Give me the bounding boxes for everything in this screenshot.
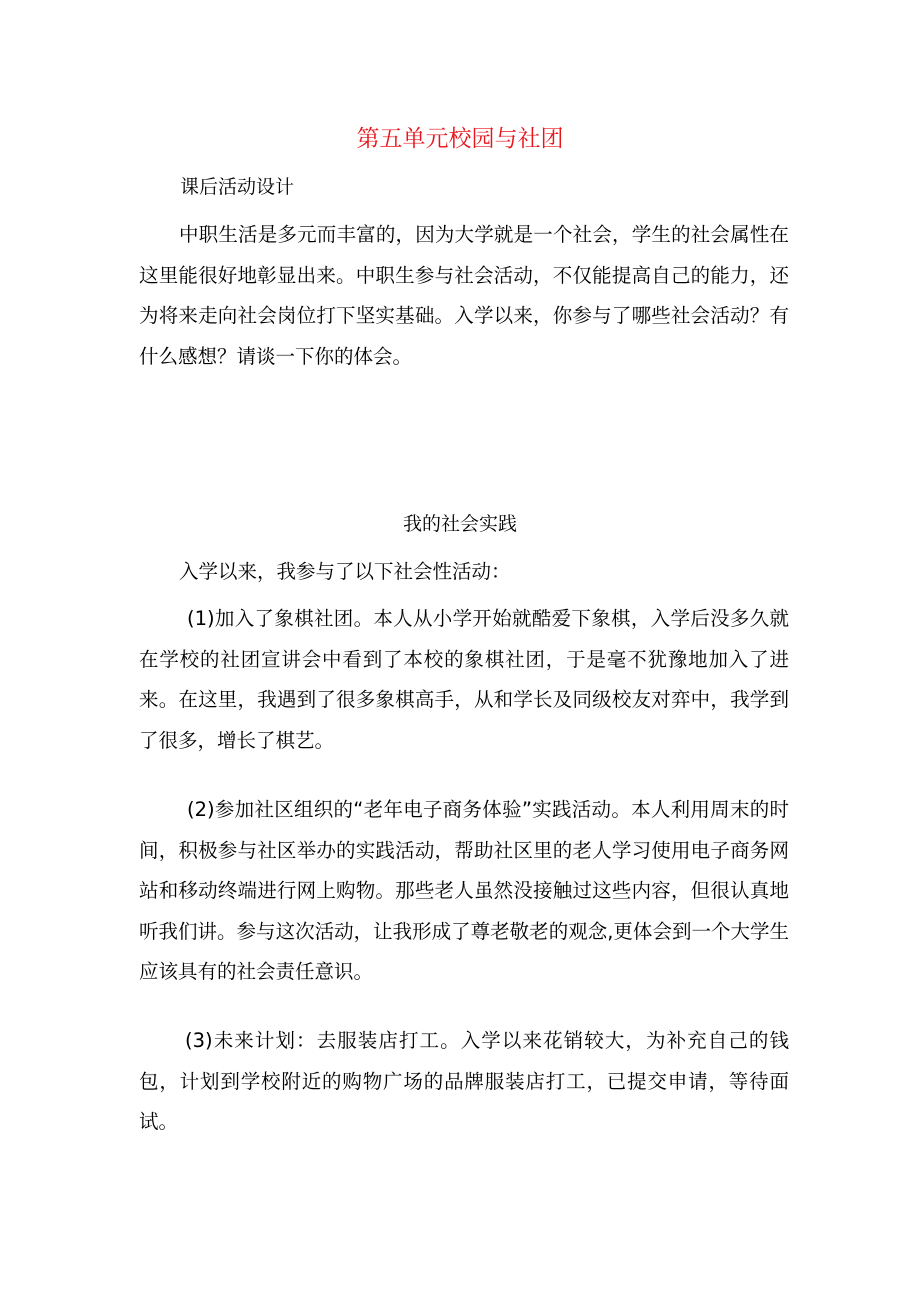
essay-item-2: (2)参加社区组织的“老年电子商务体验”实践活动。本人利用周末的时间，积极参与社区举办的实践活动，帮助社区里的老人学习使用电子商务网站和移动终端进行网上购物。那些老人虽然没接触过这些内容，但很认真地听我们讲。参与这次活动，让我形成了尊老敬老的观念,更体会到一个大学生应该具有的社会责任意识。 — [139, 798, 789, 983]
section-subtitle: 课后活动设计 — [180, 176, 295, 198]
intro-paragraph: 中职生活是多元而丰富的，因为大学就是一个社会，学生的社会属性在这里能很好地彰显出来。中职生参与社会活动，不仅能提高自己的能力，还为将来走向社会岗位打下坚实基础。入学以来，你参与了哪些社会活动？有什么感想？请谈一下你的体会。 — [139, 223, 789, 368]
essay-heading: 我的社会实践 — [402, 513, 517, 535]
page-title: 第五单元校园与社团 — [356, 126, 564, 152]
essay-item-1: (1)加入了象棋社团。本人从小学开始就酷爱下象棋，入学后没多久就在学校的社团宣讲会中看到了本校的象棋社团，于是毫不犹豫地加入了进来。在这里，我遇到了很多象棋高手，从和学长及同级校友对弈中，我学到了很多，增长了棋艺。 — [139, 607, 789, 752]
essay-lead-paragraph: 入学以来，我参与了以下社会性活动： — [179, 560, 511, 583]
essay-item-3: (3)未来计划：去服装店打工。入学以来花销较大，为补充自己的钱包，计划到学校附近的购物广场的品牌服装店打工，已提交申请，等待面试。 — [139, 1029, 789, 1133]
